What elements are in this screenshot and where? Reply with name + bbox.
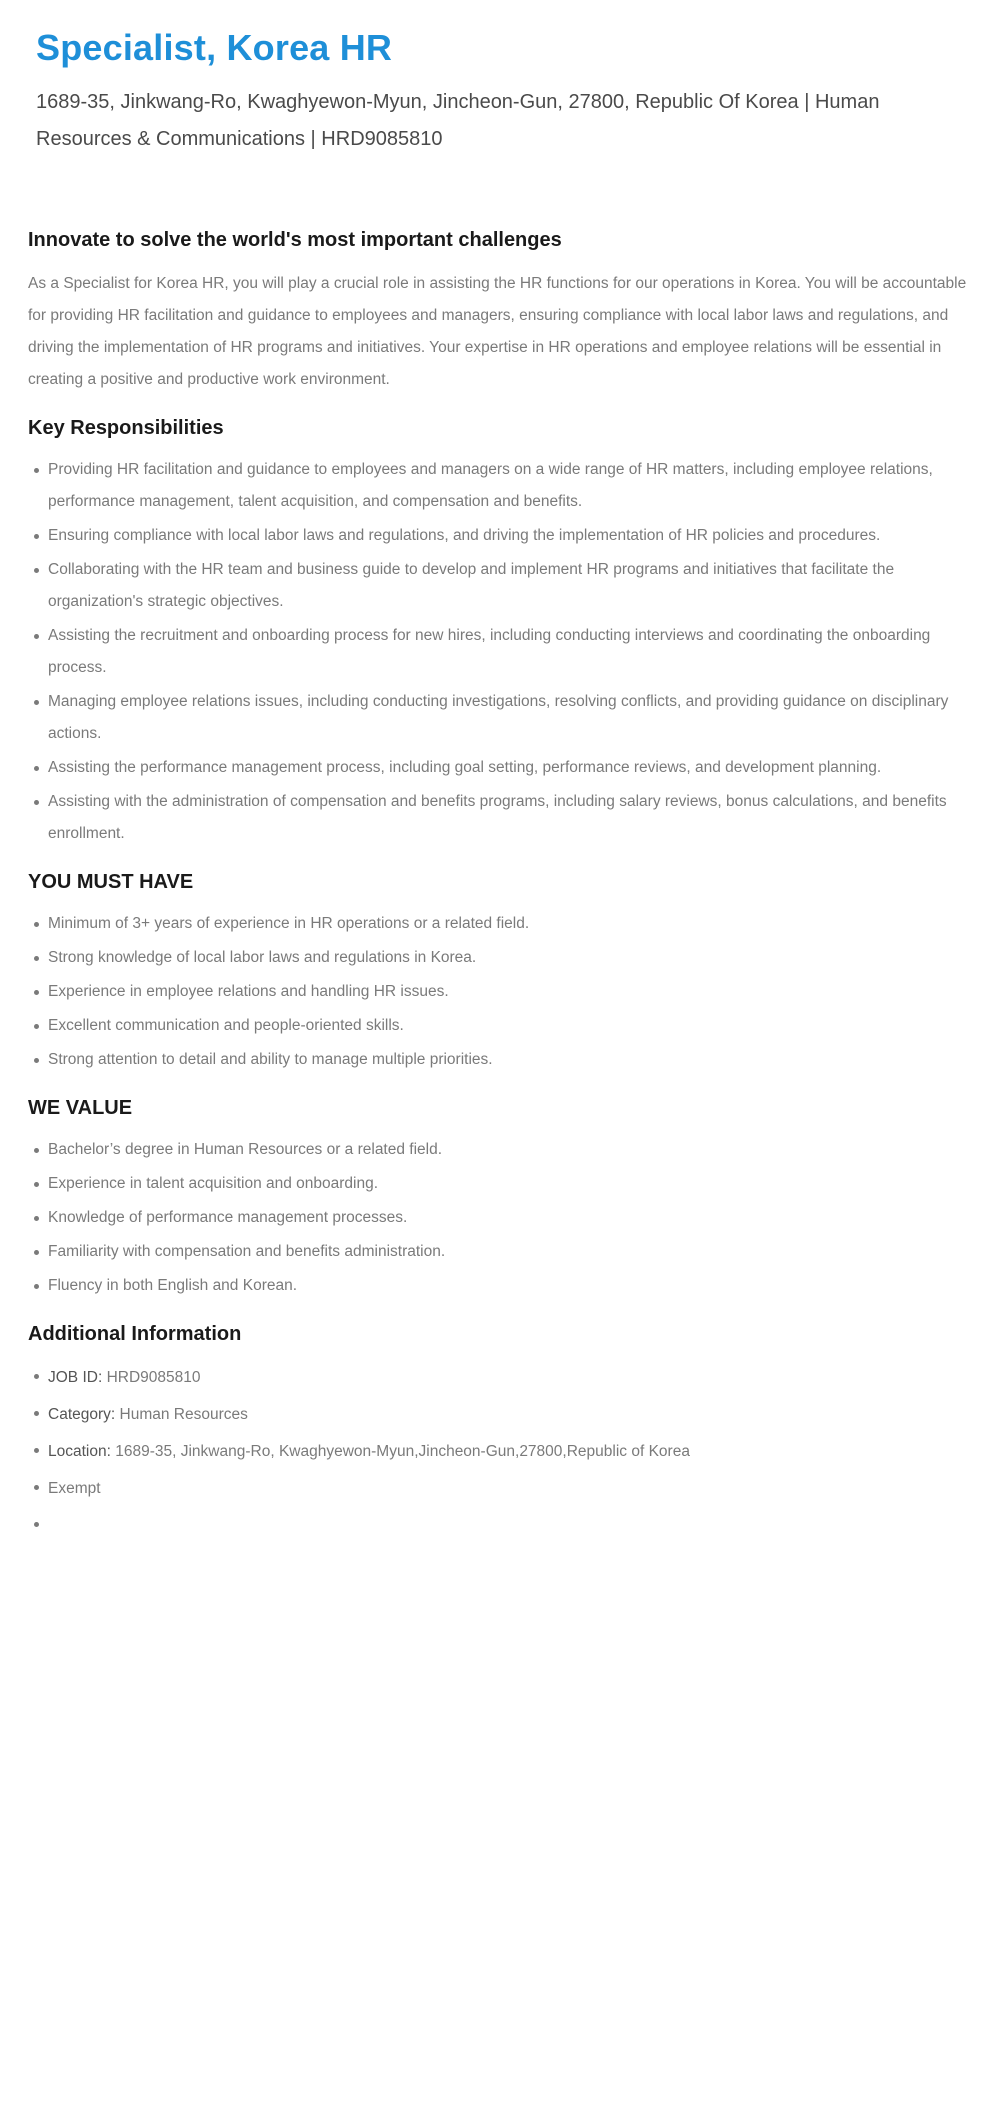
exempt-item: Exempt: [28, 1471, 972, 1506]
location-label: Location:: [48, 1443, 111, 1460]
additional-info-list: [28, 1360, 972, 1506]
list-item: Experience in talent acquisition and onboarding.: [28, 1168, 972, 1200]
list-item: Knowledge of performance management processes.: [28, 1202, 972, 1234]
responsibilities-heading: Key Responsibilities: [28, 417, 224, 439]
must-have-list: [28, 908, 972, 1076]
list-item: Bachelor’s degree in Human Resources or a related field.: [28, 1134, 972, 1166]
must-have-section: [28, 868, 972, 1076]
list-item: Fluency in both English and Korean.: [28, 1270, 972, 1302]
additional-info-section: [28, 1320, 972, 1506]
list-item: Experience in employee relations and handling HR issues.: [28, 976, 972, 1008]
list-item: Minimum of 3+ years of experience in HR operations or a related field.: [28, 908, 972, 940]
location-item: [28, 1434, 972, 1469]
intro-paragraph: As a Specialist for Korea HR, you will play a crucial role in assisting the HR functions for our operations in Korea. You will be accountable for providing HR facilitation and guidance to employees and managers, ensuring compliance with local labor laws and regulations, and driving the implementation of HR programs and initiatives. Your expertise in HR operations and employee relations will be essential in creating a positive and productive work environment.: [28, 275, 967, 388]
list-item: Excellent communication and people-oriented skills.: [28, 1010, 972, 1042]
we-value-list: [28, 1134, 972, 1302]
job-id-item: [28, 1360, 972, 1395]
we-value-section: [28, 1094, 972, 1302]
responsibilities-section: [28, 414, 972, 850]
category-item: [28, 1397, 972, 1432]
category-value: Human Resources: [119, 1406, 248, 1423]
list-item: Providing HR facilitation and guidance to employees and managers on a wide range of HR matters, including employee relations, performance management, talent acquisition, and compensation and benefits.: [28, 454, 972, 518]
must-have-heading: YOU MUST HAVE: [28, 871, 194, 893]
job-subtitle: 1689-35, Jinkwang-Ro, Kwaghyewon-Myun, Jincheon-Gun, 27800, Republic Of Korea | Human Resources & Communications | HRD9085810: [36, 91, 880, 150]
job-title: Specialist, Korea HR: [36, 27, 393, 68]
list-item: Assisting the performance management process, including goal setting, performance reviews, and development planning.: [28, 752, 972, 784]
list-item: Assisting the recruitment and onboarding process for new hires, including conducting interviews and coordinating the onboarding process.: [28, 620, 972, 684]
job-header: [0, 0, 1000, 158]
we-value-heading: WE VALUE: [28, 1097, 133, 1119]
location-value: 1689-35, Jinkwang-Ro, Kwaghyewon-Myun,Jincheon-Gun,27800,Republic of Korea: [115, 1443, 690, 1460]
list-item: Assisting with the administration of compensation and benefits programs, including salary reviews, bonus calculations, and benefits enrollment.: [28, 786, 972, 850]
category-label: Category:: [48, 1406, 116, 1423]
responsibilities-list: [28, 454, 972, 850]
list-item: Collaborating with the HR team and business guide to develop and implement HR programs and initiatives that facilitate the organization's strategic objectives.: [28, 554, 972, 618]
list-item: Strong attention to detail and ability to manage multiple priorities.: [28, 1044, 972, 1076]
job-id-value: HRD9085810: [106, 1369, 201, 1386]
job-description: [0, 226, 1000, 1506]
list-item: Familiarity with compensation and benefits administration.: [28, 1236, 972, 1268]
additional-info-heading: Additional Information: [28, 1323, 242, 1345]
job-id-label: JOB ID:: [48, 1369, 103, 1386]
list-item: Strong knowledge of local labor laws and regulations in Korea.: [28, 942, 972, 974]
intro-heading: Innovate to solve the world's most important challenges: [28, 229, 562, 251]
list-item: Managing employee relations issues, including conducting investigations, resolving conflicts, and providing guidance on disciplinary actions.: [28, 686, 972, 750]
list-item: Ensuring compliance with local labor laws and regulations, and driving the implementation of HR policies and procedures.: [28, 520, 972, 552]
